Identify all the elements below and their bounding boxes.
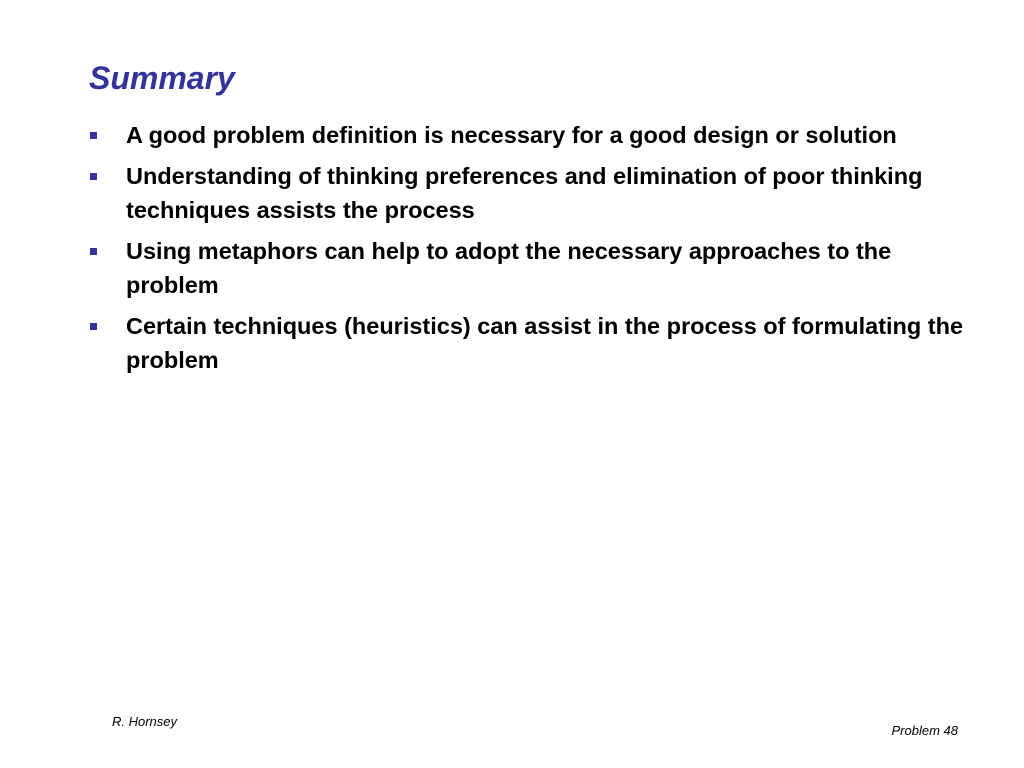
slide-title: Summary [89, 60, 235, 96]
footer-page-number: Problem 48 [891, 723, 958, 738]
square-bullet-icon [90, 132, 97, 139]
bullet-text: Certain techniques (heuristics) can assist in the process of formulating the problem [126, 313, 964, 373]
bullet-item [0, 118, 986, 152]
bullet-text: Using metaphors can help to adopt the necessary approaches to the problem [126, 238, 892, 298]
bullet-list [0, 118, 986, 384]
bullet-item [0, 159, 986, 227]
bullet-text: Understanding of thinking preferences and elimination of poor thinking techniques assists the process [126, 163, 923, 223]
bullet-item [0, 234, 986, 302]
square-bullet-icon [90, 248, 97, 255]
bullet-item [0, 309, 986, 377]
footer-author: R. Hornsey [112, 714, 178, 729]
square-bullet-icon [90, 323, 97, 330]
square-bullet-icon [90, 173, 97, 180]
bullet-text: A good problem definition is necessary for a good design or solution [126, 122, 897, 148]
